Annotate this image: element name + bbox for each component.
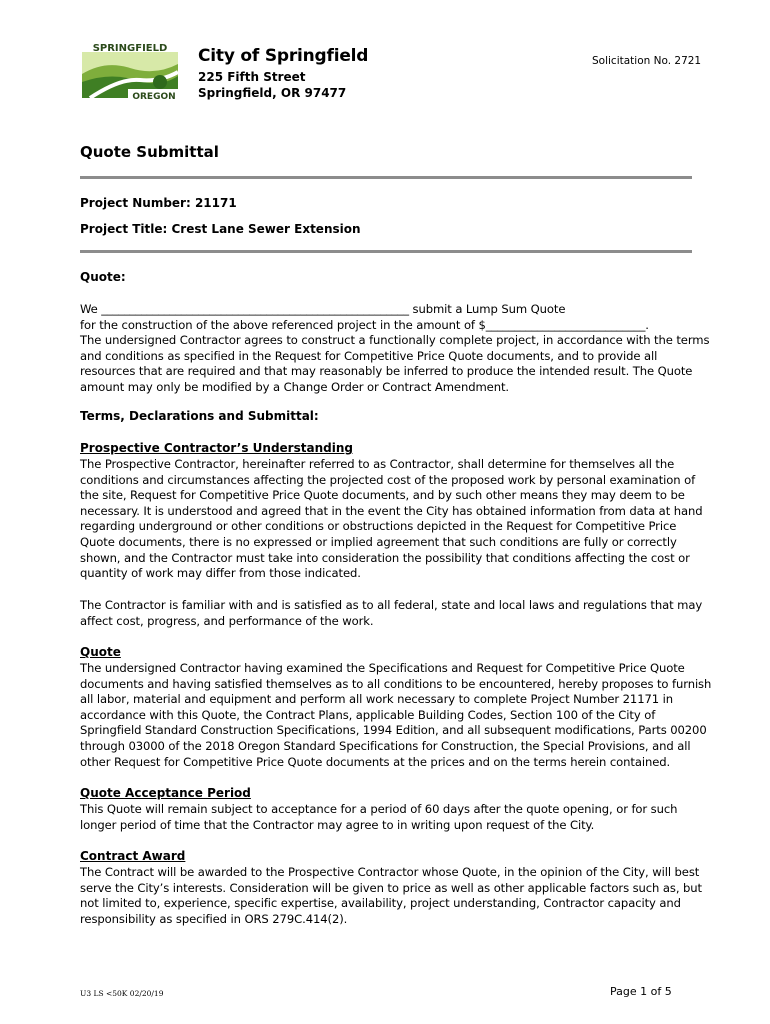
logo-text-top: SPRINGFIELD xyxy=(92,43,168,54)
text-line: shown, and the Contractor must take into consideration the possibility that conditions affecting the cost or xyxy=(80,550,690,565)
text-line: conditions and circumstances affecting the projected cost of the proposed work by personal examination of xyxy=(80,472,696,487)
footer-form-code: U3 LS <50K 02/20/19 xyxy=(80,989,164,998)
understanding-heading: Prospective Contractor’s Understanding xyxy=(80,441,353,455)
text-line: This Quote will remain subject to acceptance for a period of 60 days after the quote opening, or for such xyxy=(80,802,678,816)
text-line: The Contractor is familiar with and is satisfied as to all federal, state and local laws and regulations that may xyxy=(80,598,703,612)
text-line: The Contract will be awarded to the Prospective Contractor whose Quote, in the opinion of the City, will best xyxy=(80,865,700,879)
text-line: Springfield Standard Construction Specifications, 1994 Edition, and all subsequent modifications, Parts 00200 xyxy=(80,723,707,738)
award-paragraph xyxy=(80,865,700,927)
text-line: The undersigned Contractor having examined the Specifications and Request for Competitive Price Quote xyxy=(80,661,685,675)
text-line: responsibility as specified in ORS 279C.414(2). xyxy=(80,911,348,926)
text-line: documents and having satisfied themselves as to all conditions to be encountered, hereby proposes to furnish xyxy=(80,676,712,691)
text-line: Quote documents, there is no expressed or implied agreement that such conditions are fully or correctly xyxy=(80,534,677,549)
text-line: affect cost, progress, and performance of the work. xyxy=(80,613,374,628)
understanding-paragraph xyxy=(80,457,703,582)
logo-text-bottom: OREGON xyxy=(132,92,176,102)
text-line: for the construction of the above referenced project in the amount of $____________________________. xyxy=(80,317,649,332)
project-number: Project Number: 21171 xyxy=(80,196,237,210)
address-line-2: Springfield, OR 97477 xyxy=(198,86,347,100)
divider-rule xyxy=(80,176,692,179)
text-line: not limited to, experience, specific expertise, availability, project understanding, Contractor capacity and xyxy=(80,896,681,911)
text-line: other Request for Competitive Price Quote documents at the prices and on the terms herein contained. xyxy=(80,754,671,769)
quote-heading: Quote: xyxy=(80,270,126,284)
acceptance-paragraph xyxy=(80,802,700,833)
text-line: serve the City’s interests. Consideration will be given to price as well as other applicable factors such as, but xyxy=(80,880,702,895)
quote-terms-paragraph xyxy=(80,661,712,770)
text-line: The Prospective Contractor, hereinafter referred to as Contractor, shall determine for themselves all the xyxy=(80,457,675,471)
solicitation-number: Solicitation No. 2721 xyxy=(592,55,702,67)
page-number: Page 1 of 5 xyxy=(610,985,672,998)
text-line: longer period of time that the Contractor may agree to in writing upon request of the City. xyxy=(80,817,595,832)
text-line: amount may only be modified by a Change Order or Contract Amendment. xyxy=(80,379,509,394)
text-line: quantity of work may differ from those indicated. xyxy=(80,566,361,581)
text-line: all labor, material and equipment and perform all work necessary to complete Project Number 21171 in xyxy=(80,692,673,707)
text-line: regarding underground or other conditions or obstructions depicted in the Request for Competitive Price xyxy=(80,519,677,534)
text-line: through 03000 of the 2018 Oregon Standard Specifications for Construction, the Special Provisions, and all xyxy=(80,738,691,753)
address-line-1: 225 Fifth Street xyxy=(198,70,306,84)
acceptance-heading: Quote Acceptance Period xyxy=(80,786,251,800)
text-line: resources that are required and that may reasonably be inferred to produce the intended result. The Quote xyxy=(80,364,693,379)
city-logo xyxy=(80,42,182,102)
familiar-paragraph xyxy=(80,598,703,629)
divider-rule xyxy=(80,250,692,253)
city-title: City of Springfield xyxy=(198,46,369,66)
text-line: We ______________________________________________________ submit a Lump Sum Quote xyxy=(80,302,566,316)
award-heading: Contract Award xyxy=(80,849,186,863)
page-title: Quote Submittal xyxy=(80,143,219,161)
city-logo-graphic xyxy=(80,42,182,102)
terms-heading: Terms, Declarations and Submittal: xyxy=(80,409,319,423)
text-line: The undersigned Contractor agrees to construct a functionally complete project, in accordance with the terms xyxy=(80,333,710,348)
quote-subheading: Quote xyxy=(80,645,121,659)
text-line: the site, Request for Competitive Price Quote documents, and by such other means they may deem to be xyxy=(80,488,685,503)
text-line: accordance with this Quote, the Contract Plans, applicable Building Codes, Section 100 of the City of xyxy=(80,707,656,722)
text-line: necessary. It is understood and agreed that in the event the City has obtained information from data at hand xyxy=(80,503,703,518)
project-title: Project Title: Crest Lane Sewer Extension xyxy=(80,222,361,236)
quote-paragraph xyxy=(80,302,710,396)
text-line: and conditions as specified in the Request for Competitive Price Quote documents, and to provide all xyxy=(80,348,658,363)
